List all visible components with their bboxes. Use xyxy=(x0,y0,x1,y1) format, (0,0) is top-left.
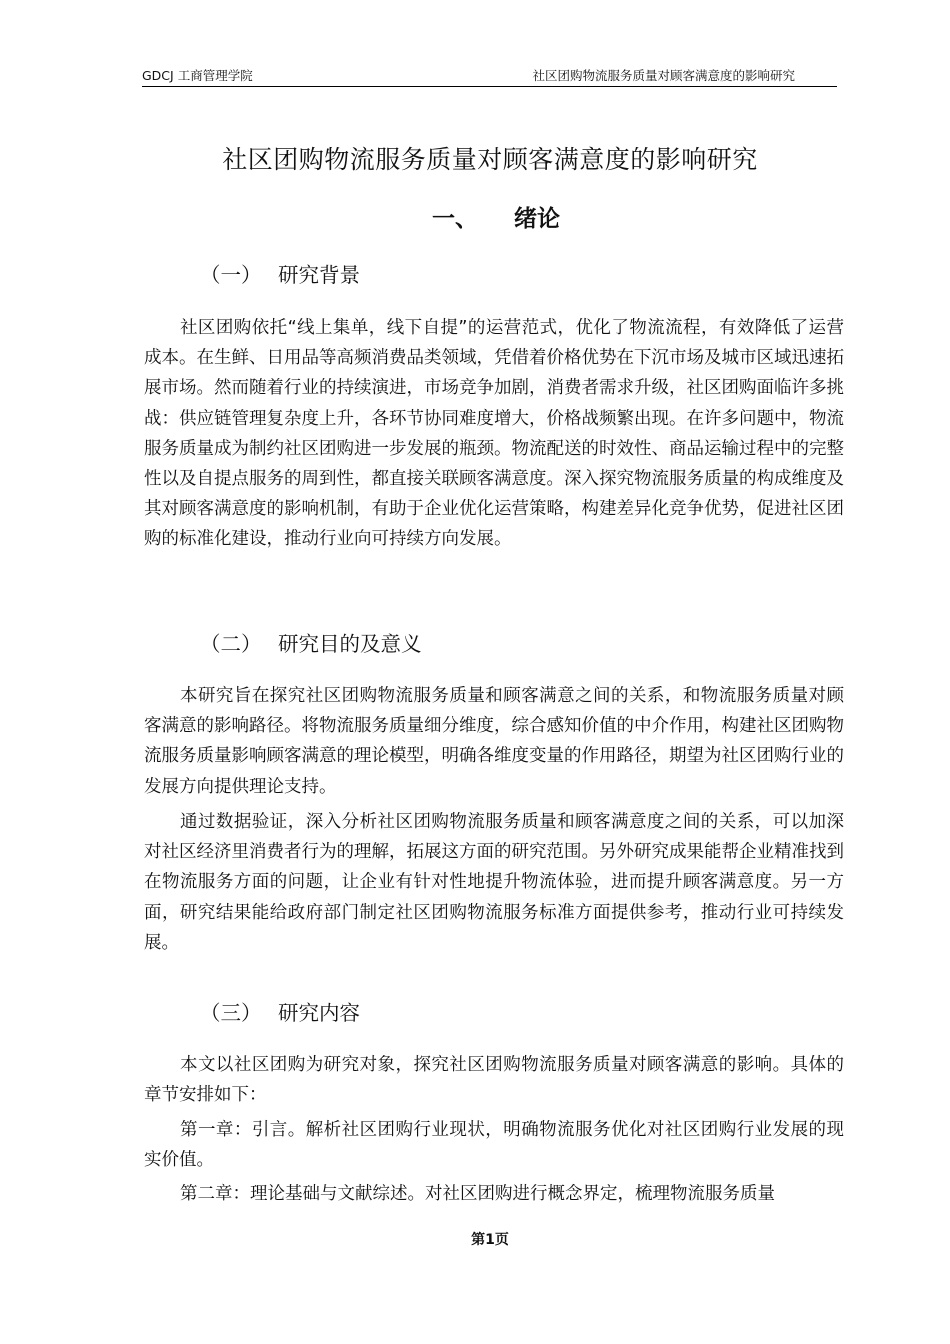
chapter-heading xyxy=(432,200,560,233)
running-header xyxy=(142,66,837,87)
paper-title: 社区团购物流服务质量对顾客满意度的影响研究 xyxy=(222,145,758,174)
paragraph: 社区团购依托“线上集单，线下自提”的运营范式，优化了物流流程，有效降低了运营成本。在生鲜、日用品等高频消费品类领域，凭借着价格优势在下沉市场及城市区域迅速拓展市场。然而随着行业的持续演进，市场竞争加剧，消费者需求升级，社区团购面临许多挑战：供应链管理复杂度上升，各环节协同难度增大，价格战频繁出现。在许多问题中，物流服务质量成为制约社区团购进一步发展的瓶颈。物流配送的时效性、商品运输过程中的完整性以及自提点服务的周到性，都直接关联顾客满意度。深入探究物流服务质量的构成维度及其对顾客满意度的影响机制，有助于企业优化运营策略，构建差异化竞争优势，促进社区团购的标准化建设，推动行业向可持续方向发展。 xyxy=(144,318,844,550)
header-paper-title: 社区团购物流服务质量对顾客满意度的影响研究 xyxy=(532,68,795,83)
section-heading-content xyxy=(200,996,360,1026)
section-number: （二） xyxy=(200,632,262,656)
paragraph: 通过数据验证，深入分析社区团购物流服务质量和顾客满意度之间的关系，可以加深对社区经济里消费者行为的理解，拓展这方面的研究范围。另外研究成果能帮企业精准找到在物流服务方面的问题，让企业有针对性地提升物流体验，进而提升顾客满意度。另一方面，研究结果能给政府部门制定社区团购物流服务标准方面提供参考，推动行业可持续发展。 xyxy=(144,812,844,953)
chapter-label: 绪论 xyxy=(514,206,560,232)
section-heading-background xyxy=(200,258,360,288)
chapter-number: 一、 xyxy=(432,206,478,232)
section-heading-purpose xyxy=(200,627,422,657)
section-number: （一） xyxy=(200,263,262,287)
section-label: 研究目的及意义 xyxy=(278,632,422,656)
section-label: 研究内容 xyxy=(278,1001,360,1025)
paragraph: 本文以社区团购为研究对象，探究社区团购物流服务质量对顾客满意的影响。具体的章节安排如下： xyxy=(144,1055,844,1106)
section-number: （三） xyxy=(200,1001,262,1025)
header-institution: GDCJ 工商管理学院 xyxy=(142,68,253,83)
paragraph: 本研究旨在探究社区团购物流服务质量和顾客满意之间的关系，和物流服务质量对顾客满意的影响路径。将物流服务质量细分维度，综合感知价值的中介作用，构建社区团购物流服务质量影响顾客满意的理论模型，明确各维度变量的作用路径，期望为社区团购行业的发展方向提供理论支持。 xyxy=(144,686,844,797)
paragraph: 第一章：引言。解析社区团购行业现状，明确物流服务优化对社区团购行业发展的现实价值。 xyxy=(144,1120,844,1171)
section-label: 研究背景 xyxy=(278,263,360,287)
paragraph: 第二章：理论基础与文献综述。对社区团购进行概念界定，梳理物流服务质量 xyxy=(180,1184,775,1204)
page-number: 第1页 xyxy=(471,1232,509,1248)
